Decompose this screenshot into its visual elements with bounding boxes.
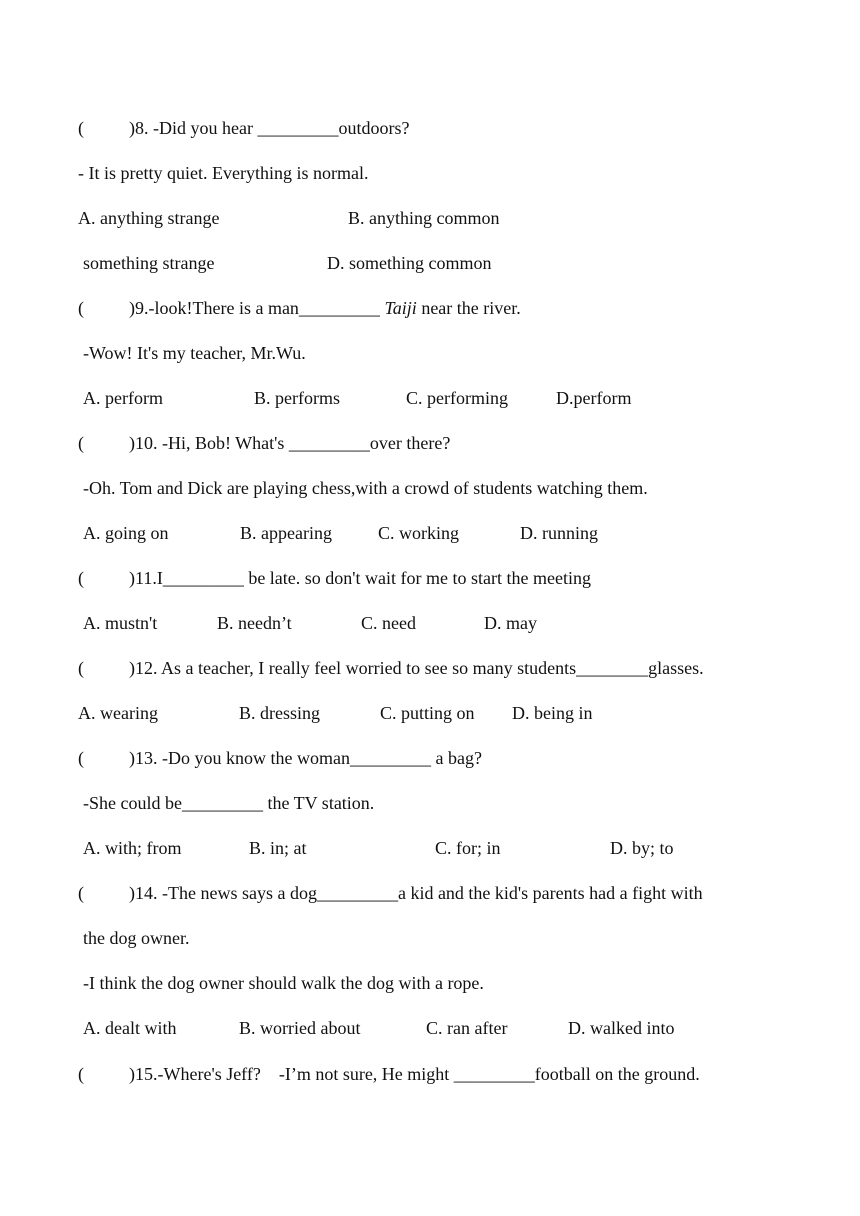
question-12-option-c: C. putting on [380, 703, 475, 723]
question-9-stem-before: ( )9.-look!There is a man_________ [78, 298, 385, 318]
question-15-stem: ( )15.-Where's Jeff? -I’m not sure, He might _________football on the ground. [78, 1064, 700, 1084]
question-9-stem [78, 297, 521, 319]
question-14-response: -I think the dog owner should walk the dog with a rope. [83, 973, 484, 993]
question-9-response: -Wow! It's my teacher, Mr.Wu. [83, 343, 306, 363]
question-11-option-b: B. needn’t [217, 613, 292, 633]
question-8-option-d: D. something common [327, 253, 492, 273]
question-10-options [0, 522, 598, 544]
question-13-option-a: A. with; from [83, 838, 182, 858]
question-10-option-b: B. appearing [240, 523, 332, 543]
question-10-option-d: D. running [520, 523, 598, 543]
question-13-options [0, 837, 674, 859]
question-14-option-d: D. walked into [568, 1018, 675, 1038]
question-14-option-b: B. worried about [239, 1018, 361, 1038]
question-8-options-row-1 [0, 207, 500, 229]
question-8-response: - It is pretty quiet. Everything is normal. [78, 163, 369, 183]
question-14-options [0, 1017, 675, 1039]
question-14-option-a: A. dealt with [83, 1018, 177, 1038]
question-11-stem: ( )11.I_________ be late. so don't wait for me to start the meeting [78, 568, 591, 588]
question-11-option-c: C. need [361, 613, 416, 633]
question-8-stem: ( )8. -Did you hear _________outdoors? [78, 118, 410, 138]
question-11-option-d: D. may [484, 613, 537, 633]
question-9-option-c: C. performing [406, 388, 508, 408]
question-10-response: -Oh. Tom and Dick are playing chess,with a crowd of students watching them. [83, 478, 648, 498]
question-12-option-a: A. wearing [78, 703, 158, 723]
question-13-option-c: C. for; in [435, 838, 501, 858]
question-12-stem: ( )12. As a teacher, I really feel worried to see so many students________glasses. [78, 658, 704, 678]
question-12-option-d: D. being in [512, 703, 593, 723]
question-8-options-row-2 [0, 252, 492, 274]
question-13-stem: ( )13. -Do you know the woman_________ a bag? [78, 748, 482, 768]
question-8-option-c: something strange [83, 253, 215, 273]
question-14-option-c: C. ran after [426, 1018, 508, 1038]
question-8-option-a: A. anything strange [78, 208, 220, 228]
question-11-option-a: A. mustn't [83, 613, 158, 633]
question-11-options [0, 612, 537, 634]
question-9-option-d: D.perform [556, 388, 632, 408]
question-10-stem: ( )10. -Hi, Bob! What's _________over there? [78, 433, 451, 453]
question-8-option-b: B. anything common [348, 208, 500, 228]
question-13-response: -She could be_________ the TV station. [83, 793, 375, 813]
question-12-option-b: B. dressing [239, 703, 320, 723]
question-14-stem-continued: the dog owner. [83, 928, 190, 948]
question-12-options [0, 702, 593, 724]
question-9-options [0, 387, 632, 409]
question-10-option-a: A. going on [83, 523, 169, 543]
question-13-option-d: D. by; to [610, 838, 674, 858]
question-14-stem: ( )14. -The news says a dog_________a kid and the kid's parents had a fight with [78, 883, 703, 903]
question-10-option-c: C. working [378, 523, 459, 543]
question-9-option-a: A. perform [83, 388, 163, 408]
question-9-option-b: B. performs [254, 388, 340, 408]
question-9-stem-after: near the river. [416, 298, 521, 318]
question-9-stem-italic: Taiji [384, 298, 417, 318]
question-13-option-b: B. in; at [249, 838, 307, 858]
